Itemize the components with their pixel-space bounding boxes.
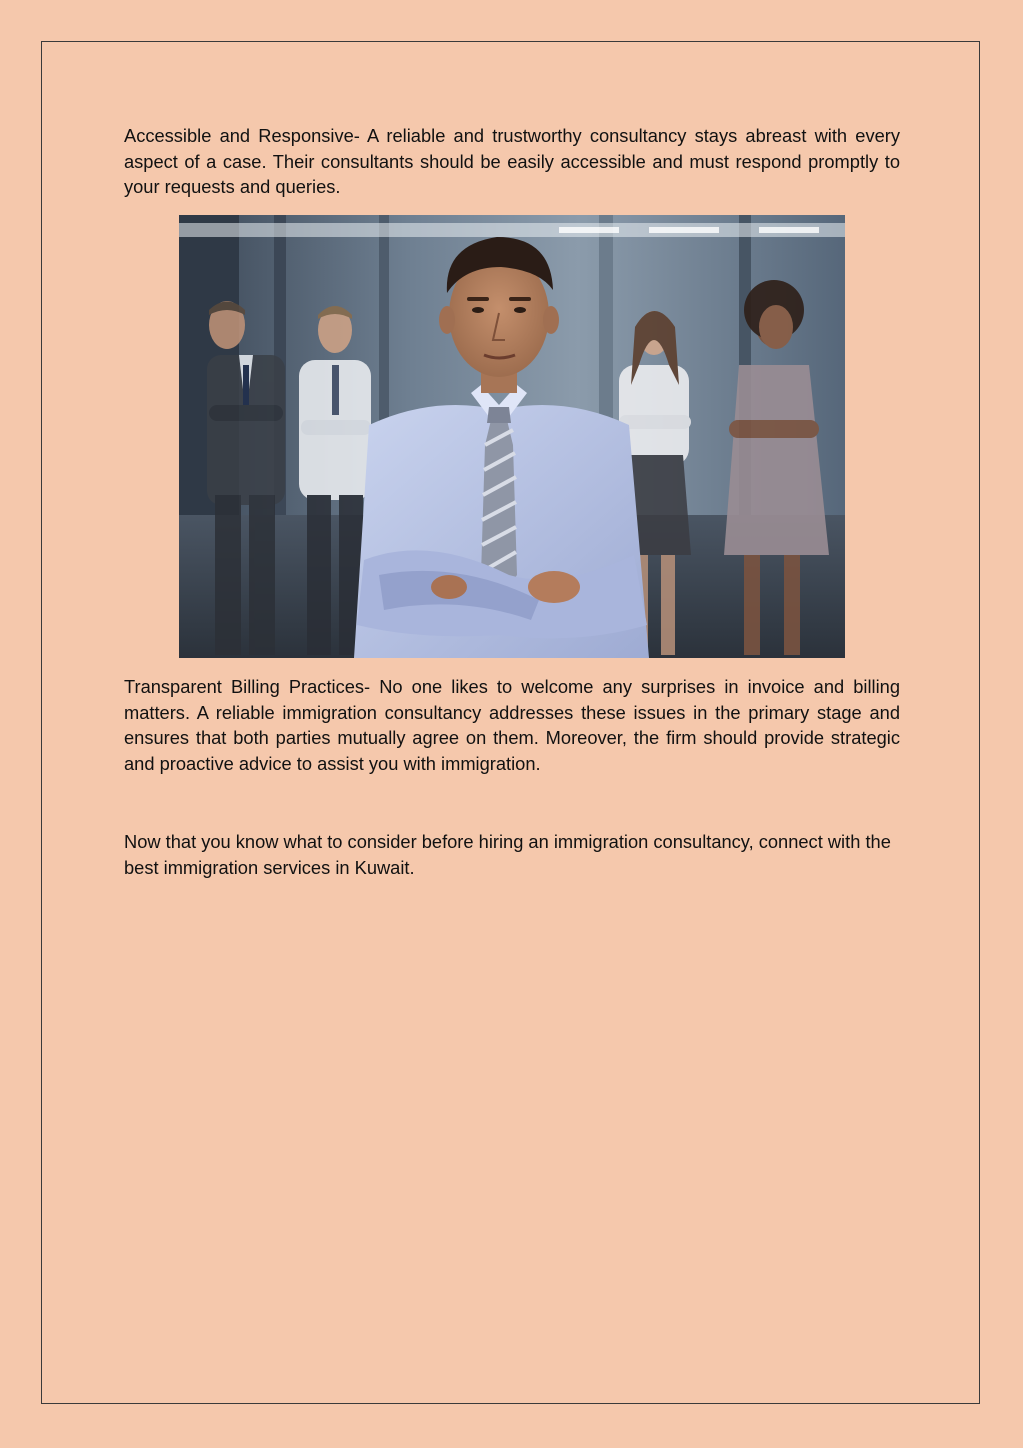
business-team-photo — [179, 215, 845, 658]
paragraph-transparent-billing: Transparent Billing Practices- No one likes to welcome any surprises in invoice and billing matters. A reliable immigration consultancy addresses these issues in the primary stage and ensures that both parties mutually agree on them. Moreover, the firm should provide strategic and proactive advice to assist you with immigration. — [124, 676, 900, 774]
paragraph-accessible-responsive: Accessible and Responsive- A reliable and trustworthy consultancy stays abreast with every aspect of a case. Their consultants should be easily accessible and must respond promptly to your requests and queries. — [124, 125, 900, 198]
paragraph-conclusion: Now that you know what to consider before hiring an immigration consultancy, connect with the best immigration services in Kuwait. — [124, 831, 891, 878]
